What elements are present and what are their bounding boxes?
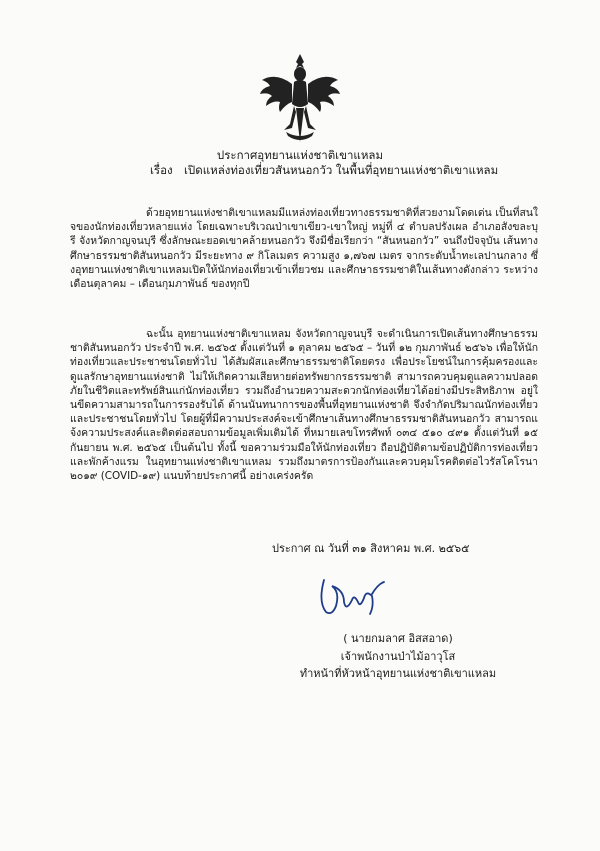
announcement-subject-line — [150, 163, 590, 178]
handwritten-signature — [314, 572, 394, 622]
announcement-date: ประกาศ ณ วันที่ ๓๑ สิงหาคม พ.ศ. ๒๕๖๕ — [272, 542, 470, 555]
signatory-position: เจ้าพนักงานป่าไม้อาวุโส — [340, 650, 456, 663]
signatory-name: ( นายกมลาศ อิสสอาด) — [343, 632, 453, 645]
announcement-title: ประกาศอุทยานแห่งชาติเขาแหลม — [216, 148, 384, 162]
subject-text: เปิดแหล่งท่องเที่ยวสันหนอกวัว ในพื้นที่อุทยานแห่งชาติเขาแหลม — [184, 163, 499, 177]
subject-label: เรื่อง — [150, 163, 173, 177]
signatory-acting-role: ทำหน้าที่หัวหน้าอุทยานแห่งชาติเขาแหลม — [299, 667, 497, 680]
body-paragraph-1: ด้วยอุทยานแห่งชาติเขาแหลมมีแหล่งท่องเที่ยวทางธรรมชาติที่สวยงามโดดเด่น เป็นที่สนใจของนักท่องเที่ยวหลายแห่ง โดยเฉพาะบริเวณป่าเขาเขียว-เขาใหญ่ หมู่ที่ ๔ ตำบลปรังเผล อำเภอสังขละบุรี จังหวัดกาญจนบุรี ซึ่งลักษณะยอดเขาคล้ายหนอกวัว จึงมีชื่อเรียกว่า “สันหนอกวัว” จนถึงปัจจุบัน เส้นทางศึกษาธรรมชาติสันหนอกวัว มีระยะทาง ๙ กิโลเมตร ความสูง ๑,๗๖๗ เมตร จากระดับน้ำทะเลปานกลาง ซึ่งอุทยานแห่งชาติเขาแหลมเปิดให้นักท่องเที่ยวเข้าเที่ยวชม และศึกษาธรรมชาติในเส้นทางดังกล่าว ระหว่างเดือนตุลาคม – เดือนกุมภาพันธ์ ของทุกปี — [70, 207, 538, 291]
body-paragraph-2: ฉะนั้น อุทยานแห่งชาติเขาแหลม จังหวัดกาญจนบุรี จะดำเนินการเปิดเส้นทางศึกษาธรรมชาติสันหนอกวัว ประจำปี พ.ศ. ๒๕๖๕ ตั้งแต่วันที่ ๑ ตุลาคม ๒๕๖๕ – วันที่ ๑๒ กุมภาพันธ์ ๒๕๖๖ เพื่อให้นักท่องเที่ยวและประชาชนโดยทั่วไป ได้สัมผัสและศึกษาธรรมชาติโดยตรง เพื่อประโยชน์ในการคุ้มครองและดูแลรักษาอุทยานแห่งชาติ ไม่ให้เกิดความเสียหายต่อทรัพยากรธรรมชาติ สามารถควบคุมดูแลความปลอดภัยในชีวิตและทรัพย์สินแก่นักท่องเที่ยว รวมถึงอำนวยความสะดวกนักท่องเที่ยวได้อย่างมีประสิทธิภาพ อยู่ในขีดความสามารถในการรองรับได้ ด้านนันทนาการของพื้นที่อุทยานแห่งชาติ จึงจำกัดปริมาณนักท่องเที่ยวและประชาชนโดยทั่วไป โดยผู้ที่มีความประสงค์จะเข้าศึกษาเส้นทางศึกษาธรรมชาติสันหนอกวัว สามารถแจ้งความประสงค์และติดต่อสอบถามข้อมูลเพิ่มเติมได้ ที่หมายเลขโทรศัพท์ ๐๓๔ ๕๑๐ ๔๙๑ ตั้งแต่วันที่ ๑๕ กันยายน พ.ศ. ๒๕๖๕ เป็นต้นไป ทั้งนี้ ขอความร่วมมือให้นักท่องเที่ยว ถือปฏิบัติตามข้อปฏิบัติการท่องเที่ยวและพักค้างแรม ในอุทยานแห่งชาติเขาแหลม รวมถึงมาตรการป้องกันและควบคุมโรคติดต่อไวรัสโคโรนา ๒๐๑๙ (COVID-๑๙) แนบท้ายประกาศนี้ อย่างเคร่งครัด — [70, 328, 538, 483]
garuda-emblem-icon — [258, 52, 342, 148]
